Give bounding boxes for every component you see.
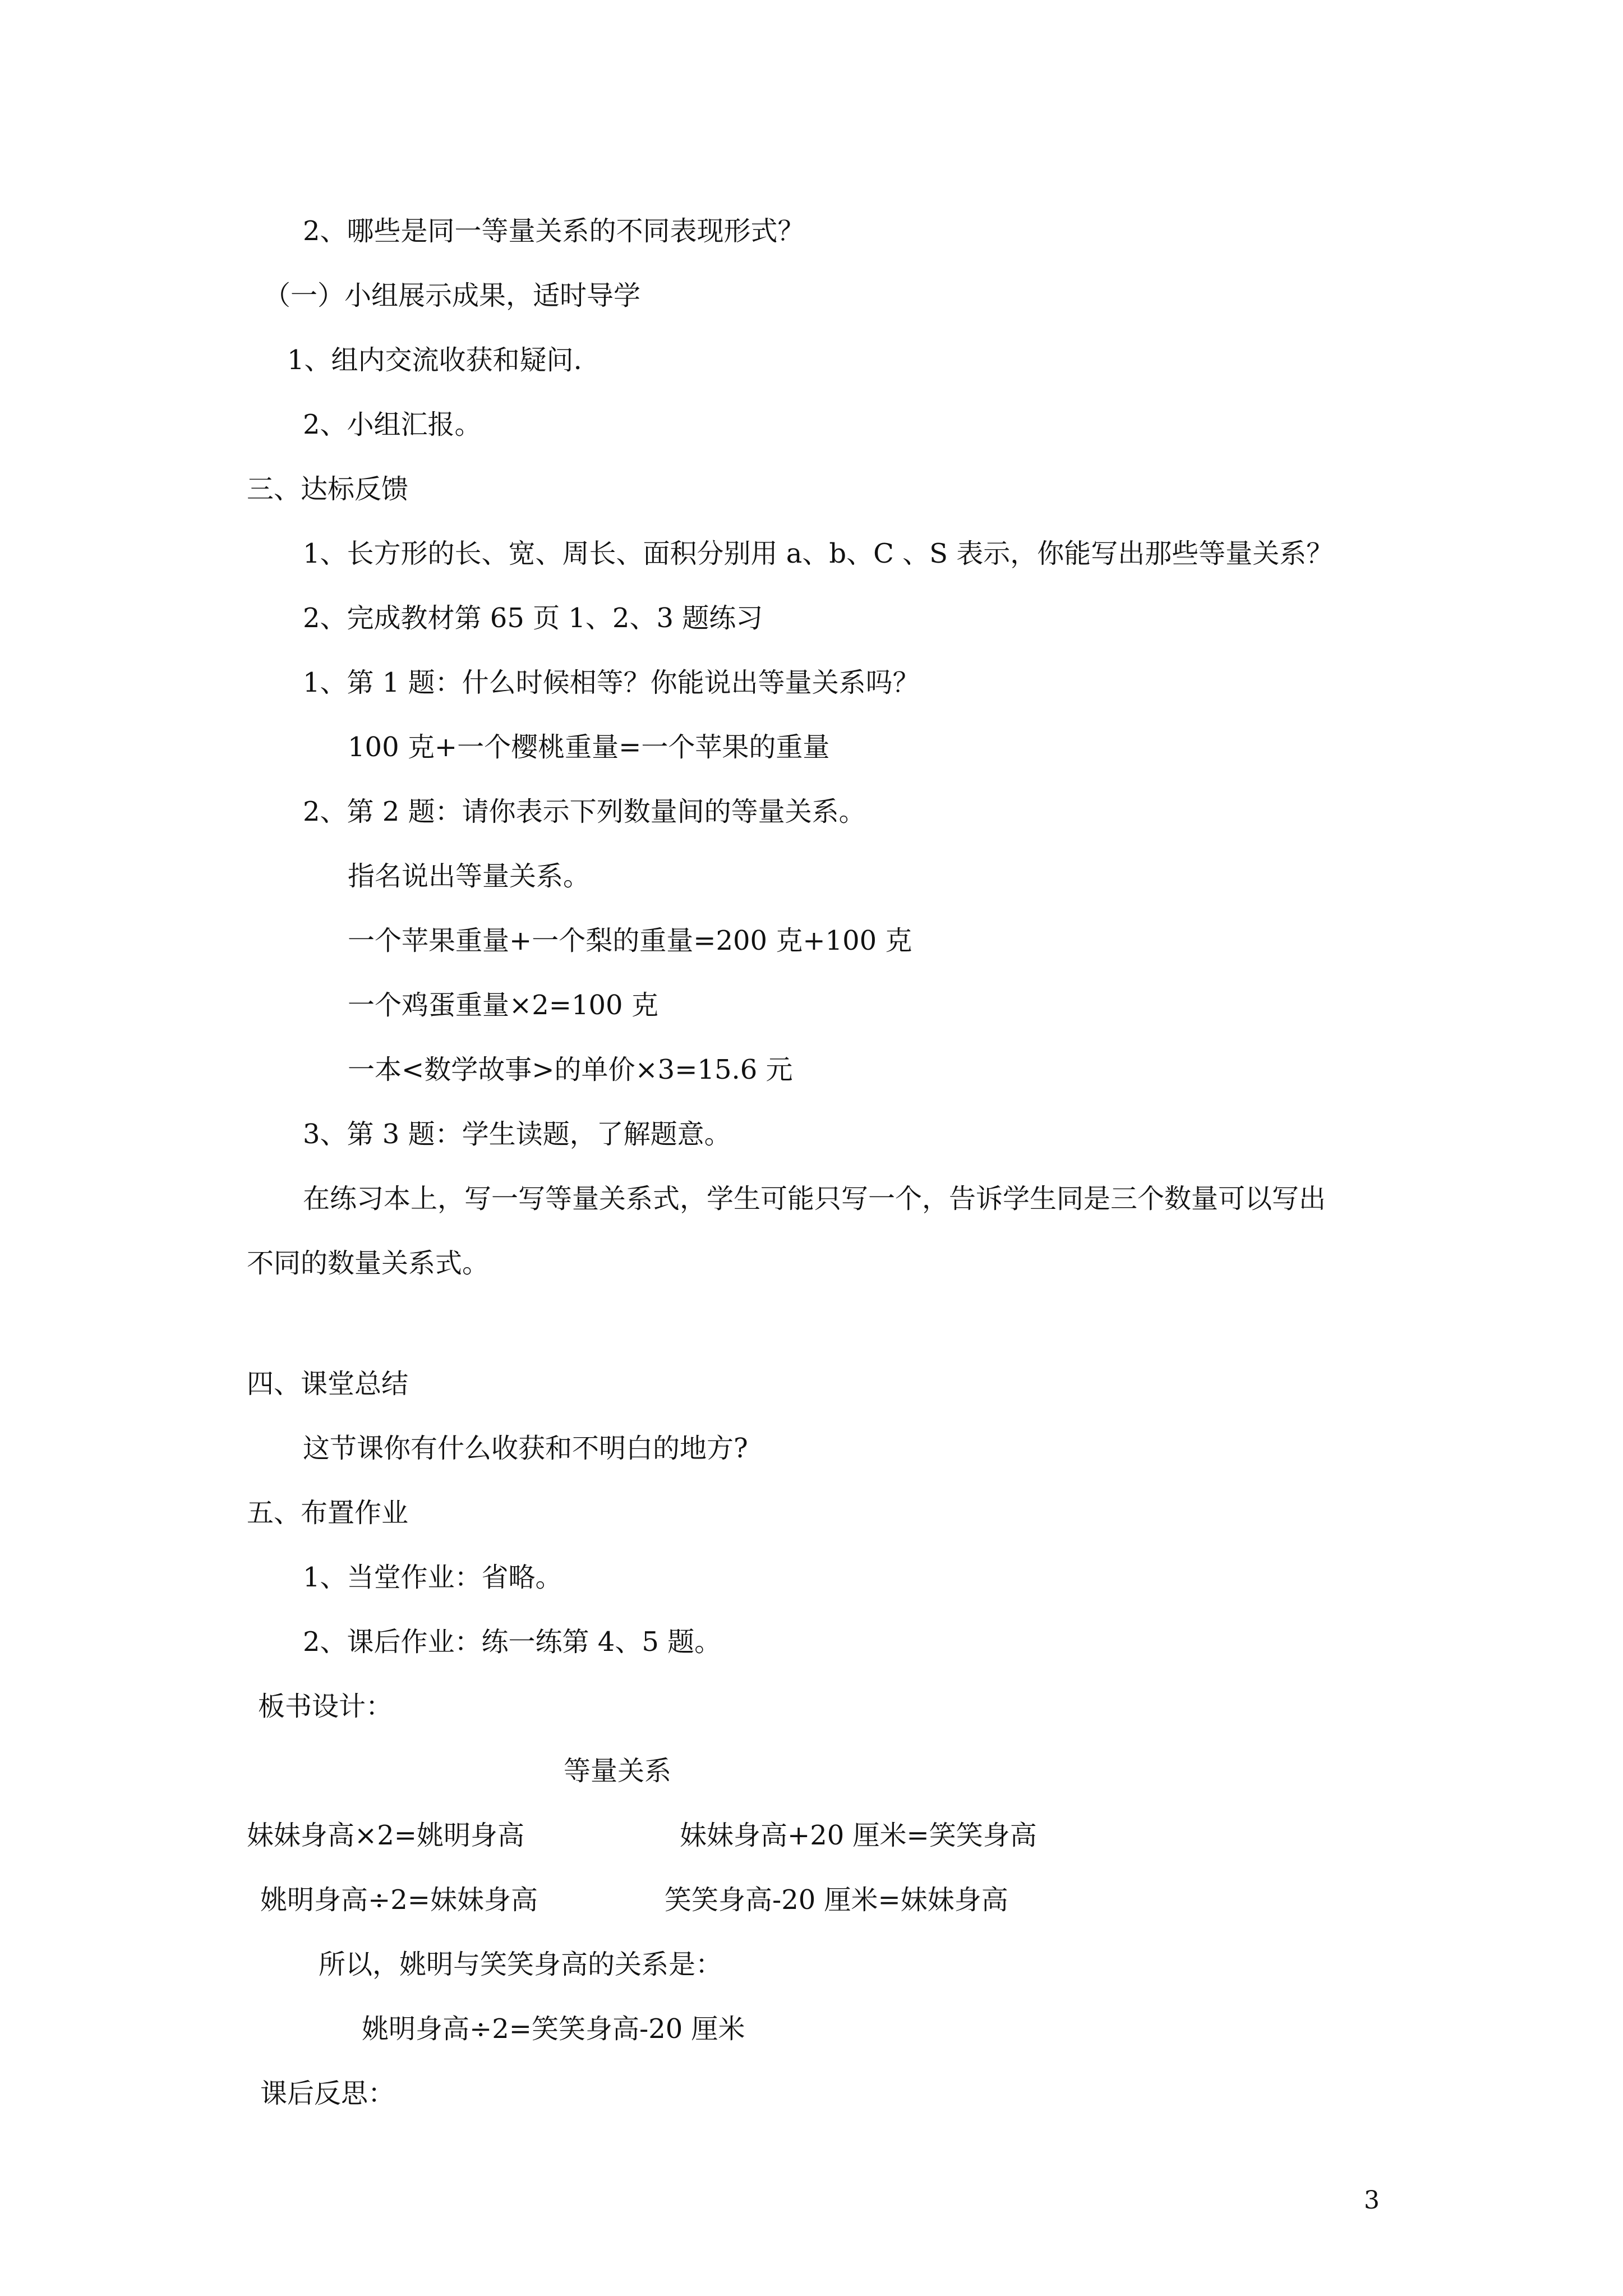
text-line: 2、小组汇报。: [303, 409, 482, 440]
text-line: 2、哪些是同一等量关系的不同表现形式？: [303, 215, 805, 247]
text-line: 所以，姚明与笑笑身高的关系是：: [319, 1949, 723, 1980]
board-formula: 妹妹身高+20 厘米=笑笑身高: [680, 1820, 1037, 1851]
text-line: 一个鸡蛋重量×2=100 克: [348, 990, 658, 1021]
text-line: 1、当堂作业：省略。: [303, 1562, 562, 1593]
board-formula: 姚明身高÷2=笑笑身高-20 厘米: [362, 2013, 745, 2045]
text-line: 不同的数量关系式。: [247, 1248, 490, 1279]
text-line: 2、完成教材第 65 页 1、2、3 题练习: [303, 602, 763, 634]
page-number: 3: [1364, 2186, 1380, 2215]
board-formula: 笑笑身高-20 厘米=妹妹身高: [665, 1884, 1008, 1916]
section-heading: 四、课堂总结: [247, 1368, 409, 1400]
text-line: 1、长方形的长、宽、周长、面积分别用 a、b、C 、S 表示，你能写出那些等量关系？: [303, 538, 1334, 569]
text-line: 1、第 1 题：什么时候相等？你能说出等量关系吗？: [303, 667, 920, 698]
text-line: 课后反思：: [260, 2078, 395, 2109]
text-line: 2、第 2 题：请你表示下列数量间的等量关系。: [303, 796, 866, 827]
text-line: 1、组内交流收获和疑问.: [287, 344, 582, 376]
text-line: 3、第 3 题：学生读题，了解题意。: [303, 1119, 731, 1150]
text-line: 一个苹果重量+一个梨的重量=200 克+100 克: [348, 925, 912, 956]
board-formula: 妹妹身高×2=姚明身高: [247, 1820, 524, 1851]
text-line: 一本<数学故事>的单价×3=15.6 元: [348, 1054, 793, 1085]
text-line: （一）小组展示成果，适时导学: [264, 280, 641, 311]
text-line: 指名说出等量关系。: [348, 861, 591, 892]
board-formula: 姚明身高÷2=妹妹身高: [260, 1884, 538, 1916]
text-line: 这节课你有什么收获和不明白的地方?: [303, 1433, 748, 1464]
text-line: 2、课后作业：练一练第 4、5 题。: [303, 1626, 722, 1658]
text-line: 板书设计：: [258, 1691, 393, 1722]
board-title: 等量关系: [564, 1755, 672, 1787]
section-heading: 三、达标反馈: [247, 473, 409, 505]
text-line: 在练习本上，写一写等量关系式，学生可能只写一个，告诉学生同是三个数量可以写出: [303, 1183, 1326, 1214]
text-line: 100 克+一个樱桃重量=一个苹果的重量: [348, 731, 830, 763]
section-heading: 五、布置作业: [247, 1497, 409, 1529]
